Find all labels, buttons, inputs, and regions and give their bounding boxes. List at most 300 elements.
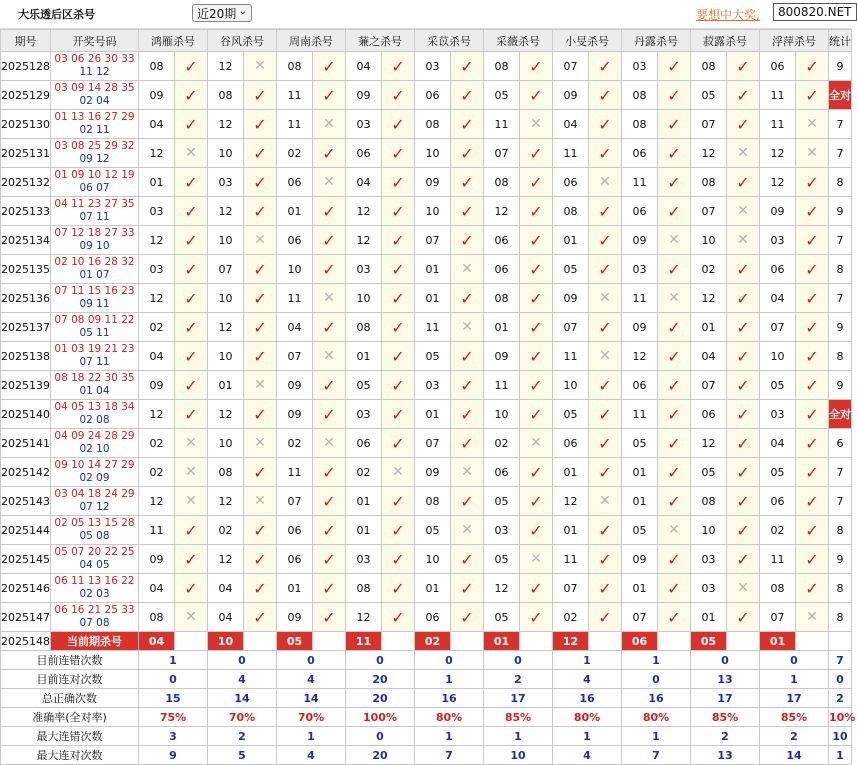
check-icon: ✓ — [805, 172, 819, 192]
result-mark-cell — [589, 81, 622, 110]
result-mark-cell — [589, 168, 622, 197]
kill-number-cell: 08 — [139, 603, 175, 632]
result-mark-cell — [796, 226, 829, 255]
result-mark-cell — [451, 458, 484, 487]
draw-numbers-cell — [51, 516, 139, 545]
check-icon: ✓ — [805, 288, 819, 308]
check-icon: ✓ — [322, 56, 336, 76]
back-numbers: 02 04 — [79, 95, 110, 107]
kill-number-cell: 07 — [553, 574, 589, 603]
result-mark-cell — [658, 545, 691, 574]
row-stat-cell: 6 — [829, 429, 852, 458]
result-mark-cell — [796, 429, 829, 458]
result-mark-cell — [589, 139, 622, 168]
kill-number-cell: 08 — [484, 284, 520, 313]
stats-value-cell: 10 — [484, 746, 553, 765]
result-mark-cell — [520, 52, 553, 81]
check-icon: ✓ — [322, 462, 336, 482]
row-stat-cell: 8 — [829, 603, 852, 632]
stats-value-cell: 85% — [691, 708, 760, 727]
current-kill-cell: 10 — [208, 632, 244, 651]
result-mark-cell — [313, 168, 346, 197]
stats-value-cell: 13 — [691, 670, 760, 689]
kill-number-cell: 01 — [553, 226, 589, 255]
check-icon: ✓ — [598, 56, 612, 76]
kill-number-cell: 05 — [622, 516, 658, 545]
kill-number-cell: 09 — [553, 284, 589, 313]
kill-number-table — [0, 29, 856, 765]
site-badge[interactable]: 800820.NET — [773, 3, 857, 21]
check-icon: ✓ — [805, 346, 819, 366]
check-icon: ✓ — [667, 201, 681, 221]
result-mark-cell — [313, 487, 346, 516]
col-expert-header: 菽露杀号 — [691, 30, 760, 52]
period-cell: 2025131 — [1, 139, 51, 168]
kill-number-cell: 10 — [415, 197, 451, 226]
check-icon: ✓ — [667, 433, 681, 453]
draw-numbers-cell — [51, 545, 139, 574]
cross-icon: ✕ — [254, 493, 266, 509]
result-mark-cell — [520, 574, 553, 603]
kill-number-cell: 01 — [139, 168, 175, 197]
kill-number-cell: 11 — [760, 110, 796, 139]
kill-number-cell: 06 — [277, 226, 313, 255]
kill-number-cell: 10 — [277, 255, 313, 284]
stats-label: 目前连错次数 — [1, 651, 139, 670]
kill-number-cell: 07 — [760, 603, 796, 632]
current-empty-cell — [175, 632, 208, 651]
result-mark-cell — [520, 168, 553, 197]
stats-value-cell: 15 — [139, 689, 208, 708]
stats-value-cell: 0 — [622, 670, 691, 689]
row-stat-cell: 7 — [829, 284, 852, 313]
cross-icon: ✕ — [599, 290, 611, 306]
check-icon: ✓ — [598, 230, 612, 250]
result-mark-cell — [520, 371, 553, 400]
kill-number-cell: 06 — [415, 81, 451, 110]
kill-number-cell: 06 — [415, 603, 451, 632]
stats-value-cell: 13 — [691, 746, 760, 765]
stats-value-cell: 4 — [553, 746, 622, 765]
result-mark-cell — [382, 52, 415, 81]
result-mark-cell — [313, 342, 346, 371]
kill-number-cell: 12 — [208, 487, 244, 516]
check-icon: ✓ — [805, 578, 819, 598]
kill-number-cell: 03 — [691, 545, 727, 574]
result-mark-cell — [727, 574, 760, 603]
kill-number-cell: 02 — [208, 516, 244, 545]
check-icon: ✓ — [529, 85, 543, 105]
result-mark-cell — [727, 487, 760, 516]
kill-number-cell: 03 — [484, 516, 520, 545]
check-icon: ✓ — [184, 114, 198, 134]
check-icon: ✓ — [460, 404, 474, 424]
check-icon: ✓ — [460, 85, 474, 105]
kill-number-cell: 11 — [622, 284, 658, 313]
front-numbers: 01 09 10 12 19 — [54, 169, 135, 181]
result-mark-cell — [727, 168, 760, 197]
stats-value-cell: 100% — [346, 708, 415, 727]
result-mark-cell — [796, 603, 829, 632]
kill-number-cell: 06 — [277, 168, 313, 197]
stats-value-cell: 1 — [553, 651, 622, 670]
check-icon: ✓ — [391, 143, 405, 163]
check-icon: ✓ — [391, 85, 405, 105]
row-stat-cell: 8 — [829, 342, 852, 371]
result-mark-cell — [451, 574, 484, 603]
check-icon: ✓ — [598, 520, 612, 540]
kill-number-cell: 07 — [622, 603, 658, 632]
kill-number-cell: 01 — [553, 516, 589, 545]
row-stat-cell: 全对 — [829, 400, 852, 429]
check-icon: ✓ — [598, 201, 612, 221]
check-icon: ✓ — [598, 404, 612, 424]
kill-number-cell: 08 — [484, 168, 520, 197]
check-icon: ✓ — [529, 230, 543, 250]
stats-label: 目前连对次数 — [1, 670, 139, 689]
cross-icon: ✕ — [185, 609, 197, 625]
check-icon: ✓ — [184, 172, 198, 192]
result-mark-cell — [382, 487, 415, 516]
kill-number-cell: 04 — [139, 342, 175, 371]
kill-number-cell: 01 — [622, 458, 658, 487]
kill-number-cell: 08 — [691, 487, 727, 516]
stats-row — [1, 746, 852, 765]
result-mark-cell — [313, 110, 346, 139]
check-icon: ✓ — [736, 317, 750, 337]
check-icon: ✓ — [529, 375, 543, 395]
kill-number-cell: 05 — [691, 81, 727, 110]
result-mark-cell — [520, 342, 553, 371]
result-mark-cell — [796, 284, 829, 313]
period-cell: 2025138 — [1, 342, 51, 371]
kill-number-cell: 03 — [415, 371, 451, 400]
stats-value-cell: 17 — [760, 689, 829, 708]
kill-number-cell: 05 — [484, 545, 520, 574]
check-icon: ✓ — [322, 201, 336, 221]
period-cell: 2025141 — [1, 429, 51, 458]
kill-number-cell: 02 — [139, 458, 175, 487]
result-mark-cell — [520, 313, 553, 342]
check-icon: ✓ — [598, 143, 612, 163]
result-mark-cell — [451, 487, 484, 516]
result-mark-cell — [796, 342, 829, 371]
cross-icon: ✕ — [185, 435, 197, 451]
kill-number-cell: 07 — [484, 139, 520, 168]
result-mark-cell — [382, 342, 415, 371]
period-cell: 2025144 — [1, 516, 51, 545]
cross-icon: ✕ — [185, 493, 197, 509]
check-icon: ✓ — [805, 375, 819, 395]
check-icon: ✓ — [736, 375, 750, 395]
result-mark-cell — [520, 516, 553, 545]
kill-number-cell: 08 — [208, 458, 244, 487]
kill-number-cell: 06 — [691, 400, 727, 429]
period-cell: 2025143 — [1, 487, 51, 516]
kill-number-cell: 06 — [553, 168, 589, 197]
draw-numbers-cell — [51, 255, 139, 284]
kill-number-cell: 11 — [622, 400, 658, 429]
kill-number-cell: 01 — [484, 313, 520, 342]
kill-number-cell: 03 — [760, 226, 796, 255]
result-mark-cell — [382, 139, 415, 168]
current-kill-cell: 05 — [277, 632, 313, 651]
result-mark-cell — [727, 516, 760, 545]
stats-stat-cell: 2 — [829, 689, 852, 708]
check-icon: ✓ — [529, 288, 543, 308]
result-mark-cell — [451, 603, 484, 632]
col-expert-header: 蒹之杀号 — [346, 30, 415, 52]
draw-numbers-cell — [51, 371, 139, 400]
stats-value-cell: 5 — [208, 746, 277, 765]
current-kill-cell: 01 — [760, 632, 796, 651]
stats-row — [1, 727, 852, 746]
check-icon: ✓ — [322, 143, 336, 163]
result-mark-cell — [727, 197, 760, 226]
stats-value-cell: 0 — [277, 651, 346, 670]
draw-numbers-cell — [51, 197, 139, 226]
check-icon: ✓ — [184, 375, 198, 395]
cross-icon: ✕ — [599, 493, 611, 509]
kill-number-cell: 07 — [691, 371, 727, 400]
cross-icon: ✕ — [461, 522, 473, 538]
result-mark-cell — [658, 487, 691, 516]
kill-number-cell: 12 — [208, 110, 244, 139]
kill-number-cell: 01 — [415, 255, 451, 284]
result-mark-cell — [796, 139, 829, 168]
table-row — [1, 52, 852, 81]
kill-number-cell: 12 — [208, 313, 244, 342]
kill-number-cell: 02 — [277, 139, 313, 168]
back-numbers: 02 10 — [79, 443, 110, 455]
front-numbers: 01 13 16 27 29 — [54, 111, 135, 123]
result-mark-cell — [727, 226, 760, 255]
kill-number-cell: 04 — [208, 603, 244, 632]
row-stat-cell: 全对 — [829, 81, 852, 110]
stats-value-cell: 80% — [622, 708, 691, 727]
result-mark-cell — [796, 516, 829, 545]
kill-number-cell: 11 — [277, 458, 313, 487]
table-row — [1, 197, 852, 226]
front-numbers: 07 08 09 11 22 — [54, 314, 135, 326]
result-mark-cell — [244, 110, 277, 139]
result-mark-cell — [175, 487, 208, 516]
check-icon: ✓ — [391, 375, 405, 395]
result-mark-cell — [451, 110, 484, 139]
cross-icon: ✕ — [185, 464, 197, 480]
check-icon: ✓ — [460, 114, 474, 134]
period-cell: 2025137 — [1, 313, 51, 342]
draw-numbers-cell — [51, 52, 139, 81]
kill-number-cell: 06 — [484, 458, 520, 487]
result-mark-cell — [451, 226, 484, 255]
kill-number-cell: 10 — [484, 400, 520, 429]
check-icon: ✓ — [184, 346, 198, 366]
check-icon: ✓ — [391, 317, 405, 337]
result-mark-cell — [658, 197, 691, 226]
check-icon: ✓ — [460, 201, 474, 221]
result-mark-cell — [175, 139, 208, 168]
result-mark-cell — [451, 168, 484, 197]
result-mark-cell — [244, 255, 277, 284]
check-icon: ✓ — [184, 549, 198, 569]
kill-number-cell: 05 — [484, 487, 520, 516]
kill-number-cell: 05 — [553, 400, 589, 429]
kill-number-cell: 12 — [760, 139, 796, 168]
check-icon: ✓ — [736, 259, 750, 279]
kill-number-cell: 05 — [484, 603, 520, 632]
check-icon: ✓ — [184, 520, 198, 540]
check-icon: ✓ — [736, 607, 750, 627]
result-mark-cell — [244, 400, 277, 429]
result-mark-cell — [796, 81, 829, 110]
result-mark-cell — [175, 81, 208, 110]
result-mark-cell — [727, 603, 760, 632]
kill-number-cell: 10 — [691, 516, 727, 545]
back-numbers: 09 10 — [79, 240, 110, 252]
check-icon: ✓ — [460, 346, 474, 366]
stats-value-cell: 80% — [415, 708, 484, 727]
check-icon: ✓ — [667, 346, 681, 366]
result-mark-cell — [313, 197, 346, 226]
kill-number-cell: 04 — [553, 110, 589, 139]
cross-icon: ✕ — [806, 609, 818, 625]
result-mark-cell — [520, 603, 553, 632]
check-icon: ✓ — [736, 491, 750, 511]
kill-number-cell: 10 — [415, 545, 451, 574]
period-cell: 2025135 — [1, 255, 51, 284]
result-mark-cell — [313, 574, 346, 603]
check-icon: ✓ — [736, 346, 750, 366]
check-icon: ✓ — [460, 607, 474, 627]
result-mark-cell — [175, 545, 208, 574]
check-icon: ✓ — [184, 85, 198, 105]
row-stat-cell: 9 — [829, 197, 852, 226]
kill-number-cell: 02 — [277, 429, 313, 458]
kill-number-cell: 12 — [208, 400, 244, 429]
period-cell: 2025130 — [1, 110, 51, 139]
result-mark-cell — [451, 255, 484, 284]
result-mark-cell — [520, 197, 553, 226]
result-mark-cell — [175, 52, 208, 81]
result-mark-cell — [727, 371, 760, 400]
check-icon: ✓ — [391, 491, 405, 511]
kill-number-cell: 04 — [208, 574, 244, 603]
page-title: 大乐透后区杀号 — [18, 8, 95, 21]
check-icon: ✓ — [253, 317, 267, 337]
check-icon: ✓ — [322, 549, 336, 569]
result-mark-cell — [175, 458, 208, 487]
check-icon: ✓ — [598, 578, 612, 598]
check-icon: ✓ — [184, 578, 198, 598]
check-icon: ✓ — [529, 607, 543, 627]
kill-number-cell: 04 — [346, 52, 382, 81]
front-numbers: 03 06 26 30 33 — [54, 53, 135, 65]
kill-number-cell: 08 — [208, 81, 244, 110]
current-empty-cell — [589, 632, 622, 651]
result-mark-cell — [244, 342, 277, 371]
col-draw-header: 开奖号码 — [51, 30, 139, 52]
kill-number-cell: 05 — [553, 255, 589, 284]
stats-value-cell: 0 — [346, 727, 415, 746]
check-icon: ✓ — [184, 230, 198, 250]
period-cell: 2025140 — [1, 400, 51, 429]
result-mark-cell — [313, 226, 346, 255]
result-mark-cell — [658, 574, 691, 603]
table-row — [1, 400, 852, 429]
col-expert-header: 采苡杀号 — [415, 30, 484, 52]
back-numbers: 02 11 — [79, 124, 110, 136]
check-icon: ✓ — [529, 491, 543, 511]
check-icon: ✓ — [322, 230, 336, 250]
cross-icon: ✕ — [806, 145, 818, 161]
stats-label: 准确率(全对率) — [1, 708, 139, 727]
stats-value-cell: 17 — [691, 689, 760, 708]
table-row — [1, 487, 852, 516]
check-icon: ✓ — [391, 56, 405, 76]
result-mark-cell — [175, 168, 208, 197]
result-mark-cell — [796, 545, 829, 574]
back-numbers: 06 07 — [79, 182, 110, 194]
kill-number-cell: 01 — [553, 458, 589, 487]
check-icon: ✓ — [598, 259, 612, 279]
result-mark-cell — [589, 400, 622, 429]
check-icon: ✓ — [598, 317, 612, 337]
stats-value-cell: 0 — [208, 651, 277, 670]
cross-icon: ✕ — [530, 551, 542, 567]
draw-numbers-cell — [51, 110, 139, 139]
row-stat-cell: 9 — [829, 371, 852, 400]
promo-link[interactable]: 要想中大奖, — [696, 8, 760, 22]
result-mark-cell — [451, 284, 484, 313]
kill-number-cell: 11 — [277, 81, 313, 110]
table-row — [1, 313, 852, 342]
kill-number-cell: 10 — [691, 226, 727, 255]
stats-value-cell: 4 — [277, 670, 346, 689]
kill-number-cell: 12 — [760, 168, 796, 197]
result-mark-cell — [244, 429, 277, 458]
result-mark-cell — [520, 226, 553, 255]
check-icon: ✓ — [598, 375, 612, 395]
stats-value-cell: 1 — [484, 727, 553, 746]
kill-number-cell: 06 — [553, 429, 589, 458]
result-mark-cell — [658, 81, 691, 110]
period-range-select[interactable] — [192, 4, 252, 22]
kill-number-cell: 03 — [346, 110, 382, 139]
kill-number-cell: 10 — [346, 284, 382, 313]
front-numbers: 03 09 14 28 35 — [54, 82, 135, 94]
result-mark-cell — [796, 168, 829, 197]
result-mark-cell — [727, 255, 760, 284]
result-mark-cell — [382, 313, 415, 342]
stats-stat-cell: 0 — [829, 670, 852, 689]
result-mark-cell — [589, 516, 622, 545]
kill-number-cell: 05 — [691, 458, 727, 487]
back-numbers: 02 09 — [79, 472, 110, 484]
kill-number-cell: 09 — [277, 603, 313, 632]
kill-number-cell: 12 — [139, 487, 175, 516]
kill-number-cell: 06 — [760, 52, 796, 81]
stats-value-cell: 4 — [277, 746, 346, 765]
current-empty-cell — [313, 632, 346, 651]
result-mark-cell — [658, 168, 691, 197]
check-icon: ✓ — [667, 143, 681, 163]
kill-number-cell: 06 — [622, 371, 658, 400]
check-icon: ✓ — [322, 404, 336, 424]
check-icon: ✓ — [253, 404, 267, 424]
check-icon: ✓ — [736, 462, 750, 482]
result-mark-cell — [382, 516, 415, 545]
